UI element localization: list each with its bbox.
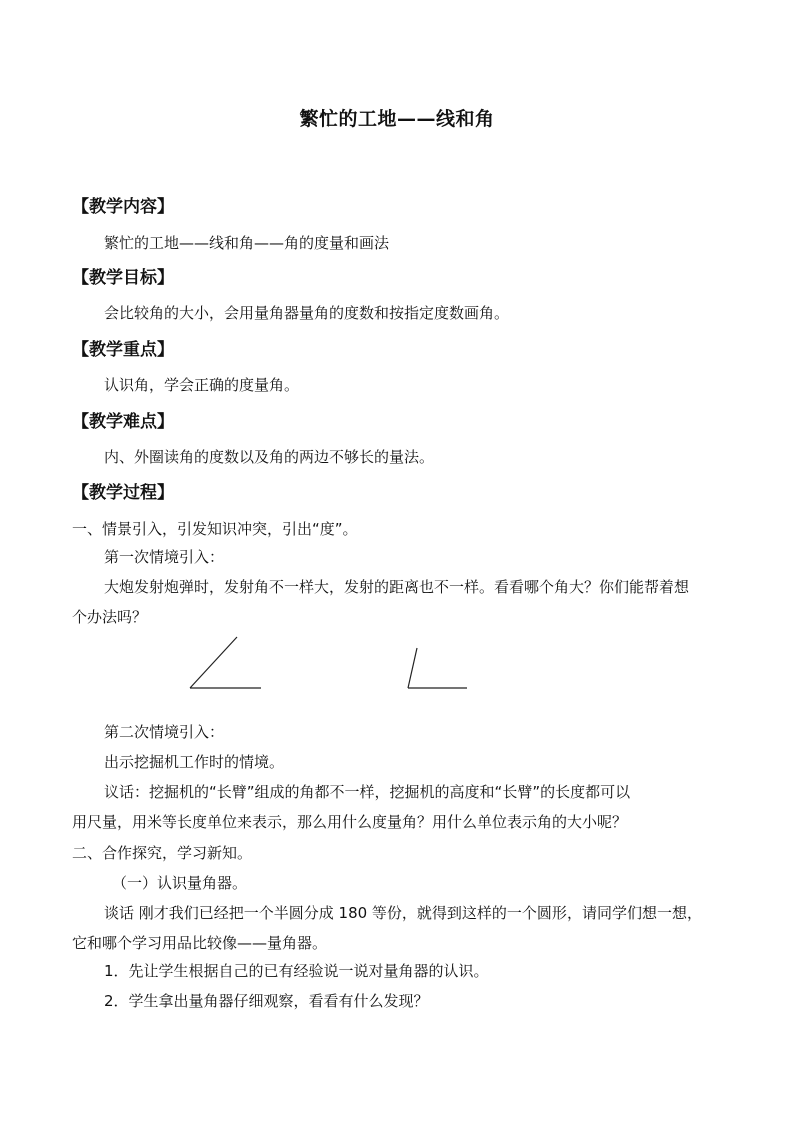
scene1-line2: 个办法吗？ (72, 608, 148, 626)
talk1-line1: 议话：挖掘机的“长臂”组成的角都不一样，挖掘机的高度和“长臂”的长度都可以 (104, 783, 631, 801)
section-text-key: 认识角，学会正确的度量角。 (104, 376, 300, 394)
scene1-label: 第一次情境引入： (104, 548, 225, 566)
section-heading-difficult: 【教学难点】 (72, 412, 174, 432)
process-part2: 二、合作探究，学习新知。 (72, 844, 253, 862)
step-2: 2．学生拿出量角器仔细观察，看看有什么发现？ (104, 992, 429, 1010)
section-text-content: 繁忙的工地——线和角——角的度量和画法 (104, 234, 390, 252)
angle-figure-left (190, 637, 261, 688)
page-title: 繁忙的工地——线和角 (299, 108, 495, 130)
scene1-line1: 大炮发射炮弹时，发射角不一样大，发射的距离也不一样。看看哪个角大？你们能帮着想 (104, 578, 690, 596)
section-heading-key: 【教学重点】 (72, 340, 174, 360)
scene2-text: 出示挖掘机工作时的情境。 (104, 753, 285, 771)
talk2-line2: 它和哪个学习用品比较像——量角器。 (72, 934, 328, 952)
section-heading-goal: 【教学目标】 (72, 268, 174, 288)
section-heading-process: 【教学过程】 (72, 483, 174, 503)
angle-figure-right (408, 648, 467, 688)
section-heading-content: 【教学内容】 (72, 197, 174, 217)
scene2-label: 第二次情境引入： (104, 723, 225, 741)
step-1: 1．先让学生根据自己的已有经验说一说对量角器的认识。 (104, 962, 489, 980)
sub-section-1: （一）认识量角器。 (112, 874, 248, 892)
section-text-goal: 会比较角的大小，会用量角器量角的度数和按指定度数画角。 (104, 304, 510, 322)
talk2-line1: 谈话 刚才我们已经把一个半圆分成 180 等份，就得到这样的一个圆形，请同学们想一想， (104, 904, 702, 922)
process-part1: 一、情景引入，引发知识冲突，引出“度”。 (72, 520, 358, 538)
section-text-difficult: 内、外圈读角的度数以及角的两边不够长的量法。 (104, 448, 435, 466)
talk1-line2: 用尺量，用米等长度单位来表示，那么用什么度量角？用什么单位表示角的大小呢？ (72, 813, 628, 831)
